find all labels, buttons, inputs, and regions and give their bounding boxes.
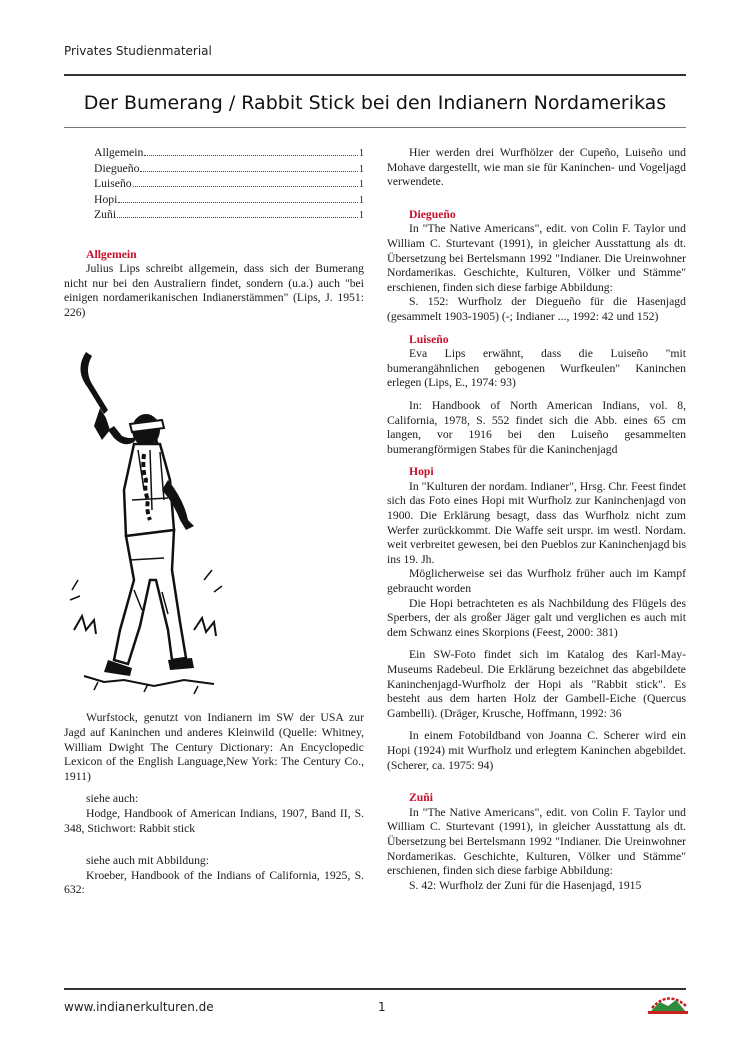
- luiseno-paragraph-2: In: Handbook of North American Indians, vol. 8, California, 1978, S. 552 findet sich die Abb. eines 65 cm langen, vor 1916 bei den Luiseño gesammelten bumerangförmigen Stabes für die Kaninchenjagd: [387, 398, 686, 456]
- hopi-paragraph-3: Die Hopi betrachteten es als Nachbildung des Flügels des Sperbers, der als großer Jäger galt und verglichen es auch mit dem Schwanz eines Skorpions (Feest, 2000: 381): [387, 596, 686, 639]
- figure-caption: Wurfstock, genutzt von Indianern im SW der USA zur Jagd auf Kaninchen und anderes Kleinwild (Quelle: Whitney, William Dwight The Century Dictionary: An Encyclopedic Lexicon of the English Language,New York: The Century Co., 1911): [64, 711, 364, 783]
- hopi-paragraph-1: In "Kulturen der nordam. Indianer", Hrsg. Chr. Feest findet sich das Foto eines Hopi mit Wurfholz zur Kaninchenjagd von 1900. Die Erklärung besagt, dass das Wurfholz nicht zum Werfer zurückkommt. Die Waffe seit urspr. im westl. Nordam. weit verbreitet gewesen, bei den Pueblos zur Kaninchenjagd bis ins 19. Jh.: [387, 479, 686, 566]
- header-rule: [64, 74, 686, 76]
- zuni-paragraph-2: S. 42: Wurfholz der Zuni für die Hasenjagd, 1915: [409, 878, 642, 892]
- allgemein-intro: Julius Lips schreibt allgemein, dass sich der Bumerang nicht nur bei den Australiern findet, sondern (u.a.) auch "bei einigen nordamerikanischen Indianerstämmen" (Lips, J. 1951: 226): [64, 262, 364, 319]
- see-also-figure-label: siehe auch mit Abbildung:: [86, 854, 210, 868]
- section-heading-zuni: Zuñi: [409, 791, 434, 805]
- indianerkulturen-logo-icon: [646, 992, 690, 1014]
- toc-leader: [144, 155, 358, 156]
- see-also-reference: Hodge, Handbook of American Indians, 1907, Band II, S. 348, Stichwort: Rabbit stick: [64, 807, 364, 835]
- hopi-paragraph-4: Ein SW-Foto findet sich im Katalog des Karl-May-Museums Radebeul. Die Erklärung bezeichnet das abgebildete Kaninchenjagd-Wurfholz der Hopi als "Rabbit stick". Es besteht aus dem harten Holz der Gambell-Eiche (Quercus Gambelli). (Dräger, Krusche, Hoffmann, 1992: 36: [387, 648, 686, 720]
- diegueno-paragraph-1: In "The Native Americans", edit. von Colin F. Taylor und William C. Sturtevant (1991), in gleicher Ausstattung als dt. Übersetzung bei Bertelsmann 1992 "Indianer. Die Ureinwohner Nordamerikas. Geschichte, Kulturen, Völker und Stämme" erschienen, finden sich diese farbige Abbildung:: [387, 222, 686, 294]
- footer-url-link[interactable]: www.indianerkulturen.de: [64, 1000, 214, 1014]
- cupeno-intro: Hier werden drei Wurfhölzer der Cupeño, Luiseño und Mohave dargestellt, wie man sie für Kaninchen- und Vogeljagd verwendete.: [387, 146, 686, 189]
- table-of-contents: [94, 146, 364, 224]
- luiseno-paragraph-1: Eva Lips erwähnt, dass die Luiseño "mit bumerangähnlichen gebogenen Wurfkeulen" Kaninchen erlegen (Lips, E., 1974: 93): [387, 347, 686, 390]
- section-heading-allgemein: Allgemein: [86, 247, 137, 261]
- toc-entry[interactable]: [94, 193, 364, 209]
- toc-entry[interactable]: [94, 177, 364, 193]
- toc-page: 1: [359, 194, 364, 206]
- toc-label: Zuñi: [94, 208, 117, 221]
- toc-label: Allgemein: [94, 146, 144, 159]
- title-rule: [64, 127, 686, 128]
- section-heading-luiseno: Luiseño: [409, 332, 449, 346]
- toc-page: 1: [359, 148, 364, 159]
- page-number: 1: [378, 1000, 386, 1014]
- section-heading-hopi: Hopi: [409, 465, 434, 479]
- toc-page: 1: [359, 179, 364, 190]
- header-label: Privates Studienmaterial: [64, 44, 212, 58]
- rabbit-stick-thrower-illustration: [64, 330, 232, 703]
- footer-rule: [64, 988, 686, 990]
- diegueno-paragraph-2: S. 152: Wurfholz der Diegueño für die Hasenjagd (gesammelt 1903-1905) (-; Indianer ..., 1992: 42 und 152): [387, 295, 686, 323]
- toc-label: Hopi: [94, 192, 118, 206]
- left-column: [64, 146, 364, 898]
- section-heading-diegueno: Diegueño: [409, 207, 456, 221]
- see-also-figure-reference: Kroeber, Handbook of the Indians of California, 1925, S. 632:: [64, 868, 364, 897]
- toc-entry[interactable]: [94, 146, 364, 162]
- toc-label: Diegueño: [94, 161, 140, 175]
- zuni-paragraph-1: In "The Native Americans", edit. von Colin F. Taylor und William C. Sturtevant (1991), in gleicher Ausstattung als dt. Übersetzung bei Bertelsmann 1992 "Indianer. Die Ureinwohner Nordamerikas. Geschichte, Kulturen, Völker und Stämme" erschienen, finden sich diese farbige Abbildung:: [387, 805, 686, 878]
- see-also-label: siehe auch:: [86, 792, 139, 806]
- toc-entry[interactable]: [94, 208, 364, 224]
- toc-leader: [140, 171, 358, 172]
- hopi-paragraph-5: In einem Fotobildband von Joanna C. Scherer wird ein Hopi (1924) mit Wurfholz und erlegtem Kaninchen abgebildet. (Scherer, ca. 1975: 94): [387, 729, 686, 772]
- page-title: Der Bumerang / Rabbit Stick bei den Indianern Nordamerikas: [83, 92, 667, 114]
- toc-leader: [133, 186, 358, 187]
- see-also-block: [64, 792, 364, 807]
- toc-leader: [118, 202, 358, 203]
- toc-leader: [117, 217, 358, 218]
- toc-page: 1: [359, 163, 364, 175]
- toc-entry[interactable]: [94, 162, 364, 178]
- toc-page: 1: [359, 210, 364, 221]
- right-column: [387, 146, 686, 893]
- see-also-figure-block: [64, 854, 364, 869]
- toc-label: Luiseño: [94, 177, 132, 190]
- hopi-paragraph-2: Möglicherweise sei das Wurfholz früher auch im Kampf gebraucht worden: [387, 567, 686, 596]
